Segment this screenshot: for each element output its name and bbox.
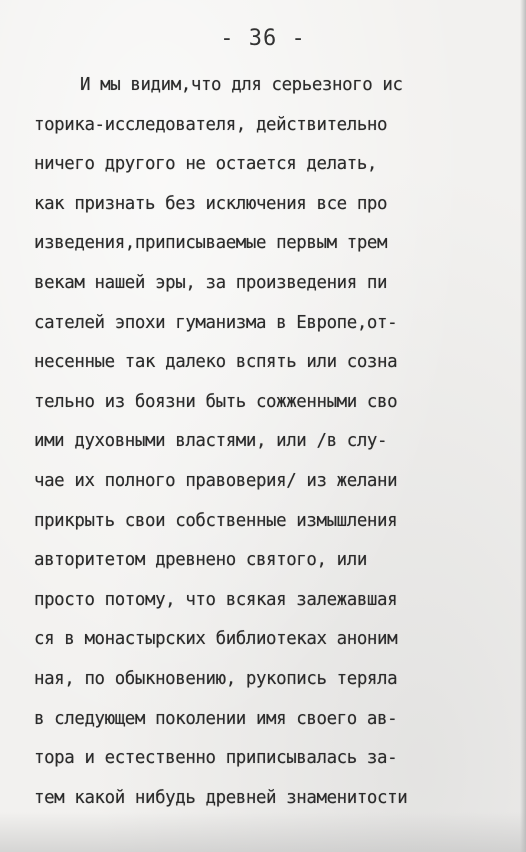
- text-line: ими духовными властями, или /в слу-: [34, 431, 388, 452]
- text-line: в следующем поколении имя своего ав-: [34, 708, 398, 729]
- text-line: тельно из боязни быть сожженными сво: [34, 391, 398, 412]
- text-line: как признать без исключения все про: [34, 193, 388, 214]
- body-text: [34, 66, 526, 818]
- text-line: чае их полного правоверия/ из желани: [34, 470, 398, 491]
- text-line: авторитетом древнено святого, или: [34, 550, 367, 571]
- text-line: ная, по обыкновению, рукопись теряла: [34, 668, 398, 689]
- page-bottom-shadow: [0, 812, 526, 852]
- text-line: тора и естественно приписывалась за-: [34, 748, 398, 769]
- text-line: ничего другого не остается делать,: [34, 154, 378, 175]
- text-line: просто потому, что всякая залежавшая: [34, 589, 398, 610]
- text-line: векам нашей эры, за произведения пи: [34, 272, 388, 293]
- text-line: сателей эпохи гуманизма в Европе,от-: [34, 312, 398, 333]
- text-line: прикрыть свои собственные измышления: [34, 510, 398, 531]
- text-line: И мы видим,что для серьезного ис: [80, 75, 403, 95]
- page-number: - 36 -: [220, 26, 306, 51]
- page-edge-shadow: [520, 0, 526, 852]
- text-line: изведения,приписываемые первым трем: [34, 233, 388, 254]
- text-line: торика-исследователя, действительно: [34, 114, 388, 135]
- text-line: ся в монастырских библиотеках аноним: [34, 629, 398, 650]
- text-line: несенные так далеко вспять или созна: [34, 352, 398, 373]
- text-line: тем какой нибудь древней знаменитости: [34, 787, 408, 808]
